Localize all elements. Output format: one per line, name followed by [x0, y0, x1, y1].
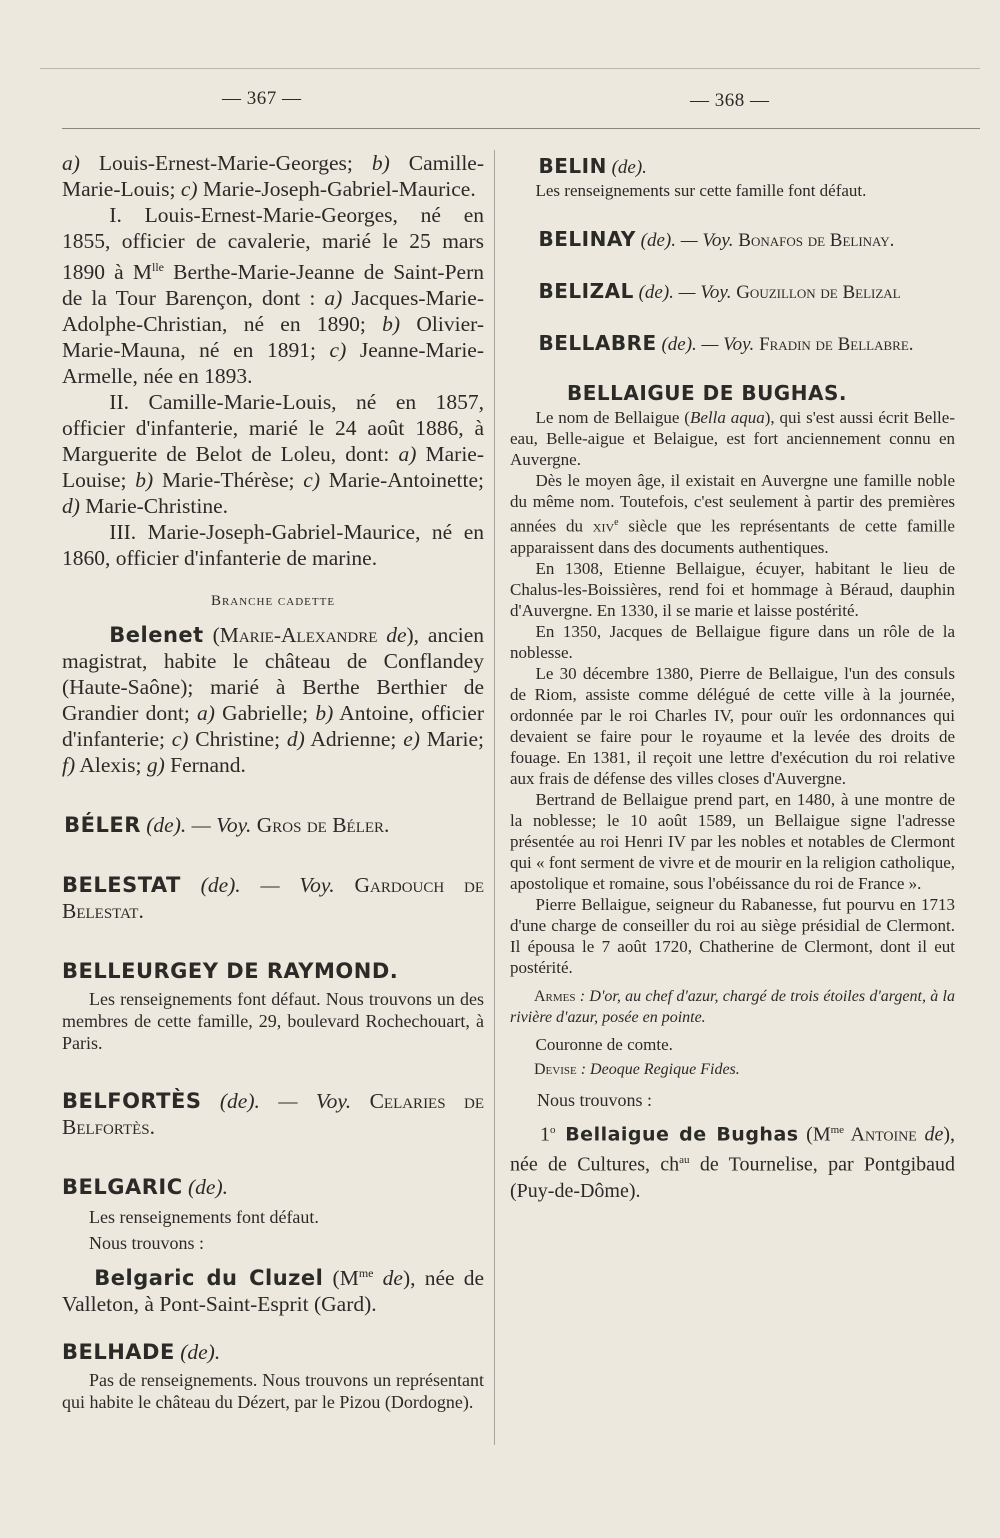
paragraph-louis-ernest: I. Louis-Ernest-Marie-Georges, né en 1855, officier de cavalerie, marié le 25 mars 1890 à $M^{lle}$ Berthe-Marie-Jeanne de Saint-Pern de la Tour Barençon, dont : a) Jacques-Marie-Adolphe-Christian, né en 1890; b) Olivier-Marie-Mauna, né en 1891; c) Jeanne-Marie-Armelle, née en 1893.	[62, 203, 485, 389]
entry-name: BELESTAT	[62, 873, 181, 898]
column-divider	[494, 150, 495, 1445]
entry-name: Belenet	[109, 623, 204, 648]
paragraph-children: a) Louis-Ernest-Marie-Georges; b) Camille-Marie-Louis; c) Marie-Joseph-Gabriel-Maurice.	[62, 151, 485, 201]
entry-name: BELLEURGEY DE RAYMOND.	[62, 959, 399, 984]
entry-belleurgey	[62, 958, 484, 984]
entry-belgaric-du-cluzel: Belgaric du Cluzel ($M^{me}$ de), née de Valleton, à Pont-Saint-Esprit (Gard).	[62, 1266, 485, 1317]
belhade-text: Pas de renseignements. Nous trouvons un représentant qui habite le château du Dézert, par le Pizou (Dordogne).	[62, 1370, 484, 1413]
belin-text: Les renseignements sur cette famille font défaut.	[535, 181, 867, 200]
left-column	[62, 150, 484, 1413]
belgaric-trouvons: Nous trouvons :	[89, 1233, 205, 1254]
entry-name: Bellaigue de Bughas	[555, 1123, 799, 1146]
page-number-right: — 368 —	[690, 90, 770, 111]
bellaigue-p1: Le nom de Bellaigue (Bella aqua), qui s'est aussi écrit Belle-eau, Belle-aigue et Belaigue, est fort anciennement connu en Auvergne.	[510, 408, 955, 469]
entry-name: BELIZAL	[538, 279, 634, 303]
bellaigue-p3: En 1308, Etienne Bellaigue, écuyer, habitant le lieu de Chalus-les-Boissières, rend foi et hommage à Béraud, dauphin d'Auvergne. En 1330, il se marie et laisse postérité.	[510, 558, 955, 620]
entry-belin: BELIN (de).	[538, 154, 647, 178]
bellaigue-couronne: Couronne de comte.	[535, 1034, 673, 1054]
entry-name: BELLABRE	[538, 331, 657, 355]
entry-name: BELINAY	[538, 227, 636, 251]
page-number-left: — 367 —	[222, 88, 302, 109]
entry-belenet: Belenet (Marie-Alexandre de), ancien magistrat, habite le château de Conflandey (Haute-Saône); marié à Berthe Berthier de Grandier dont; a) Gabrielle; b) Antoine, officier d'infanterie; c) Christine; d) Adrienne; e) Marie; f) Alexis; g) Fernand.	[62, 623, 485, 778]
top-rule	[40, 68, 980, 69]
entry-belhade: BELHADE (de).	[62, 1340, 221, 1365]
bellaigue-p7: Pierre Bellaigue, seigneur du Rabanesse, fut pourvu en 1713 d'une charge de conseiller du roi au siège présidial de Clermont. Il épousa le 7 août 1720, Chatherine de Clermont, dont il eut postérité.	[510, 894, 955, 977]
bellaigue-devise: Devise : Deoque Regique Fides.	[534, 1060, 740, 1078]
header-rule	[62, 128, 980, 129]
entry-name: BELIN	[538, 154, 607, 178]
entry-bellaigue	[510, 381, 955, 407]
right-column	[510, 150, 955, 1204]
entry-bellaigue-de-bughas-sub: 1$^o$ Bellaigue de Bughas ($M^{me}$ Antoine de), née de Cultures, $ch^{au}$ de Tournelise, par Pontgibaud (Puy-de-Dôme).	[510, 1123, 956, 1202]
entry-belfortes: BELFORTÈS (de). — Voy. Celaries de Belfortès.	[62, 1089, 484, 1140]
entry-belizal: BELIZAL (de). — Voy. Gouzillon de Belizal	[538, 279, 901, 303]
entry-beler: BÉLER (de). — Voy. Gros de Béler.	[64, 813, 390, 838]
belgaric-text: Les renseignements font défaut.	[89, 1207, 319, 1228]
entry-name: BELLAIGUE DE BUGHAS.	[567, 381, 847, 405]
entry-name: BELFORTÈS	[62, 1089, 202, 1114]
entry-bellabre: BELLABRE (de). — Voy. Fradin de Bellabre.	[538, 331, 914, 355]
entry-name: BÉLER	[64, 813, 141, 838]
bellaigue-p6: Bertrand de Bellaigue prend part, en 1480, à une montre de la noblesse; le 10 août 1589, un Bellaigue signe l'adresse présentée au roi Henri IV par les nobles et notables de Clermont qui « font serment de vivre et de mourir en la religion catholique, apostolique et romaine, sous l'obéissance du roi de France ».	[510, 789, 955, 893]
branch-heading: Branche cadette	[210, 593, 336, 610]
bellaigue-p2: Dès le moyen âge, il existait en Auvergne une famille noble du même nom. Toutefois, c'est seulement à partir des premières années du xiv$^e$ siècle que les représentants de cette famille apparaissent dans des documents authentiques.	[510, 471, 955, 557]
paragraph-camille: II. Camille-Marie-Louis, né en 1857, officier d'infanterie, marié le 24 août 1886, à Marguerite de Belot de Loleu, dont: a) Marie-Louise; b) Marie-Thérèse; c) Marie-Antoinette; d) Marie-Christine.	[62, 390, 484, 519]
bellaigue-trouvons: Nous trouvons :	[537, 1089, 653, 1110]
entry-name: BELGARIC	[62, 1175, 183, 1200]
entry-belinay: BELINAY (de). — Voy. Bonafos de Belinay.	[538, 227, 895, 251]
paragraph-marie-joseph: III. Marie-Joseph-Gabriel-Maurice, né en 1860, officier d'infanterie de marine.	[62, 520, 484, 571]
entry-belgaric: BELGARIC (de).	[62, 1175, 228, 1200]
bellaigue-armes: Armes : D'or, au chef d'azur, chargé de trois étoiles d'argent, à la rivière d'azur, posée en pointe.	[510, 987, 955, 1026]
entry-name: BELHADE	[62, 1340, 175, 1365]
belleurgey-text: Les renseignements font défaut. Nous trouvons un des membres de cette famille, 29, boulevard Rochechouart, à Paris.	[62, 989, 484, 1054]
bellaigue-p5: Le 30 décembre 1380, Pierre de Bellaigue, l'un des consuls de Riom, assiste comme délégué de cette ville à la journée, ordonnée par le roi Charles IV, pour ouïr les ordonnances qui devaient se faire pour le royaume et la levée des droits de fouage. En 1381, il reçoit une lettre d'exécution du roi relative aux frais de défense des villes closes d'Auvergne.	[510, 663, 955, 788]
entry-belestat: BELESTAT (de). — Voy. Gardouch de Belestat.	[62, 873, 485, 924]
bellaigue-p4: En 1350, Jacques de Bellaigue figure dans un rôle de la noblesse.	[510, 621, 955, 662]
entry-name: Belgaric du Cluzel	[94, 1266, 324, 1291]
